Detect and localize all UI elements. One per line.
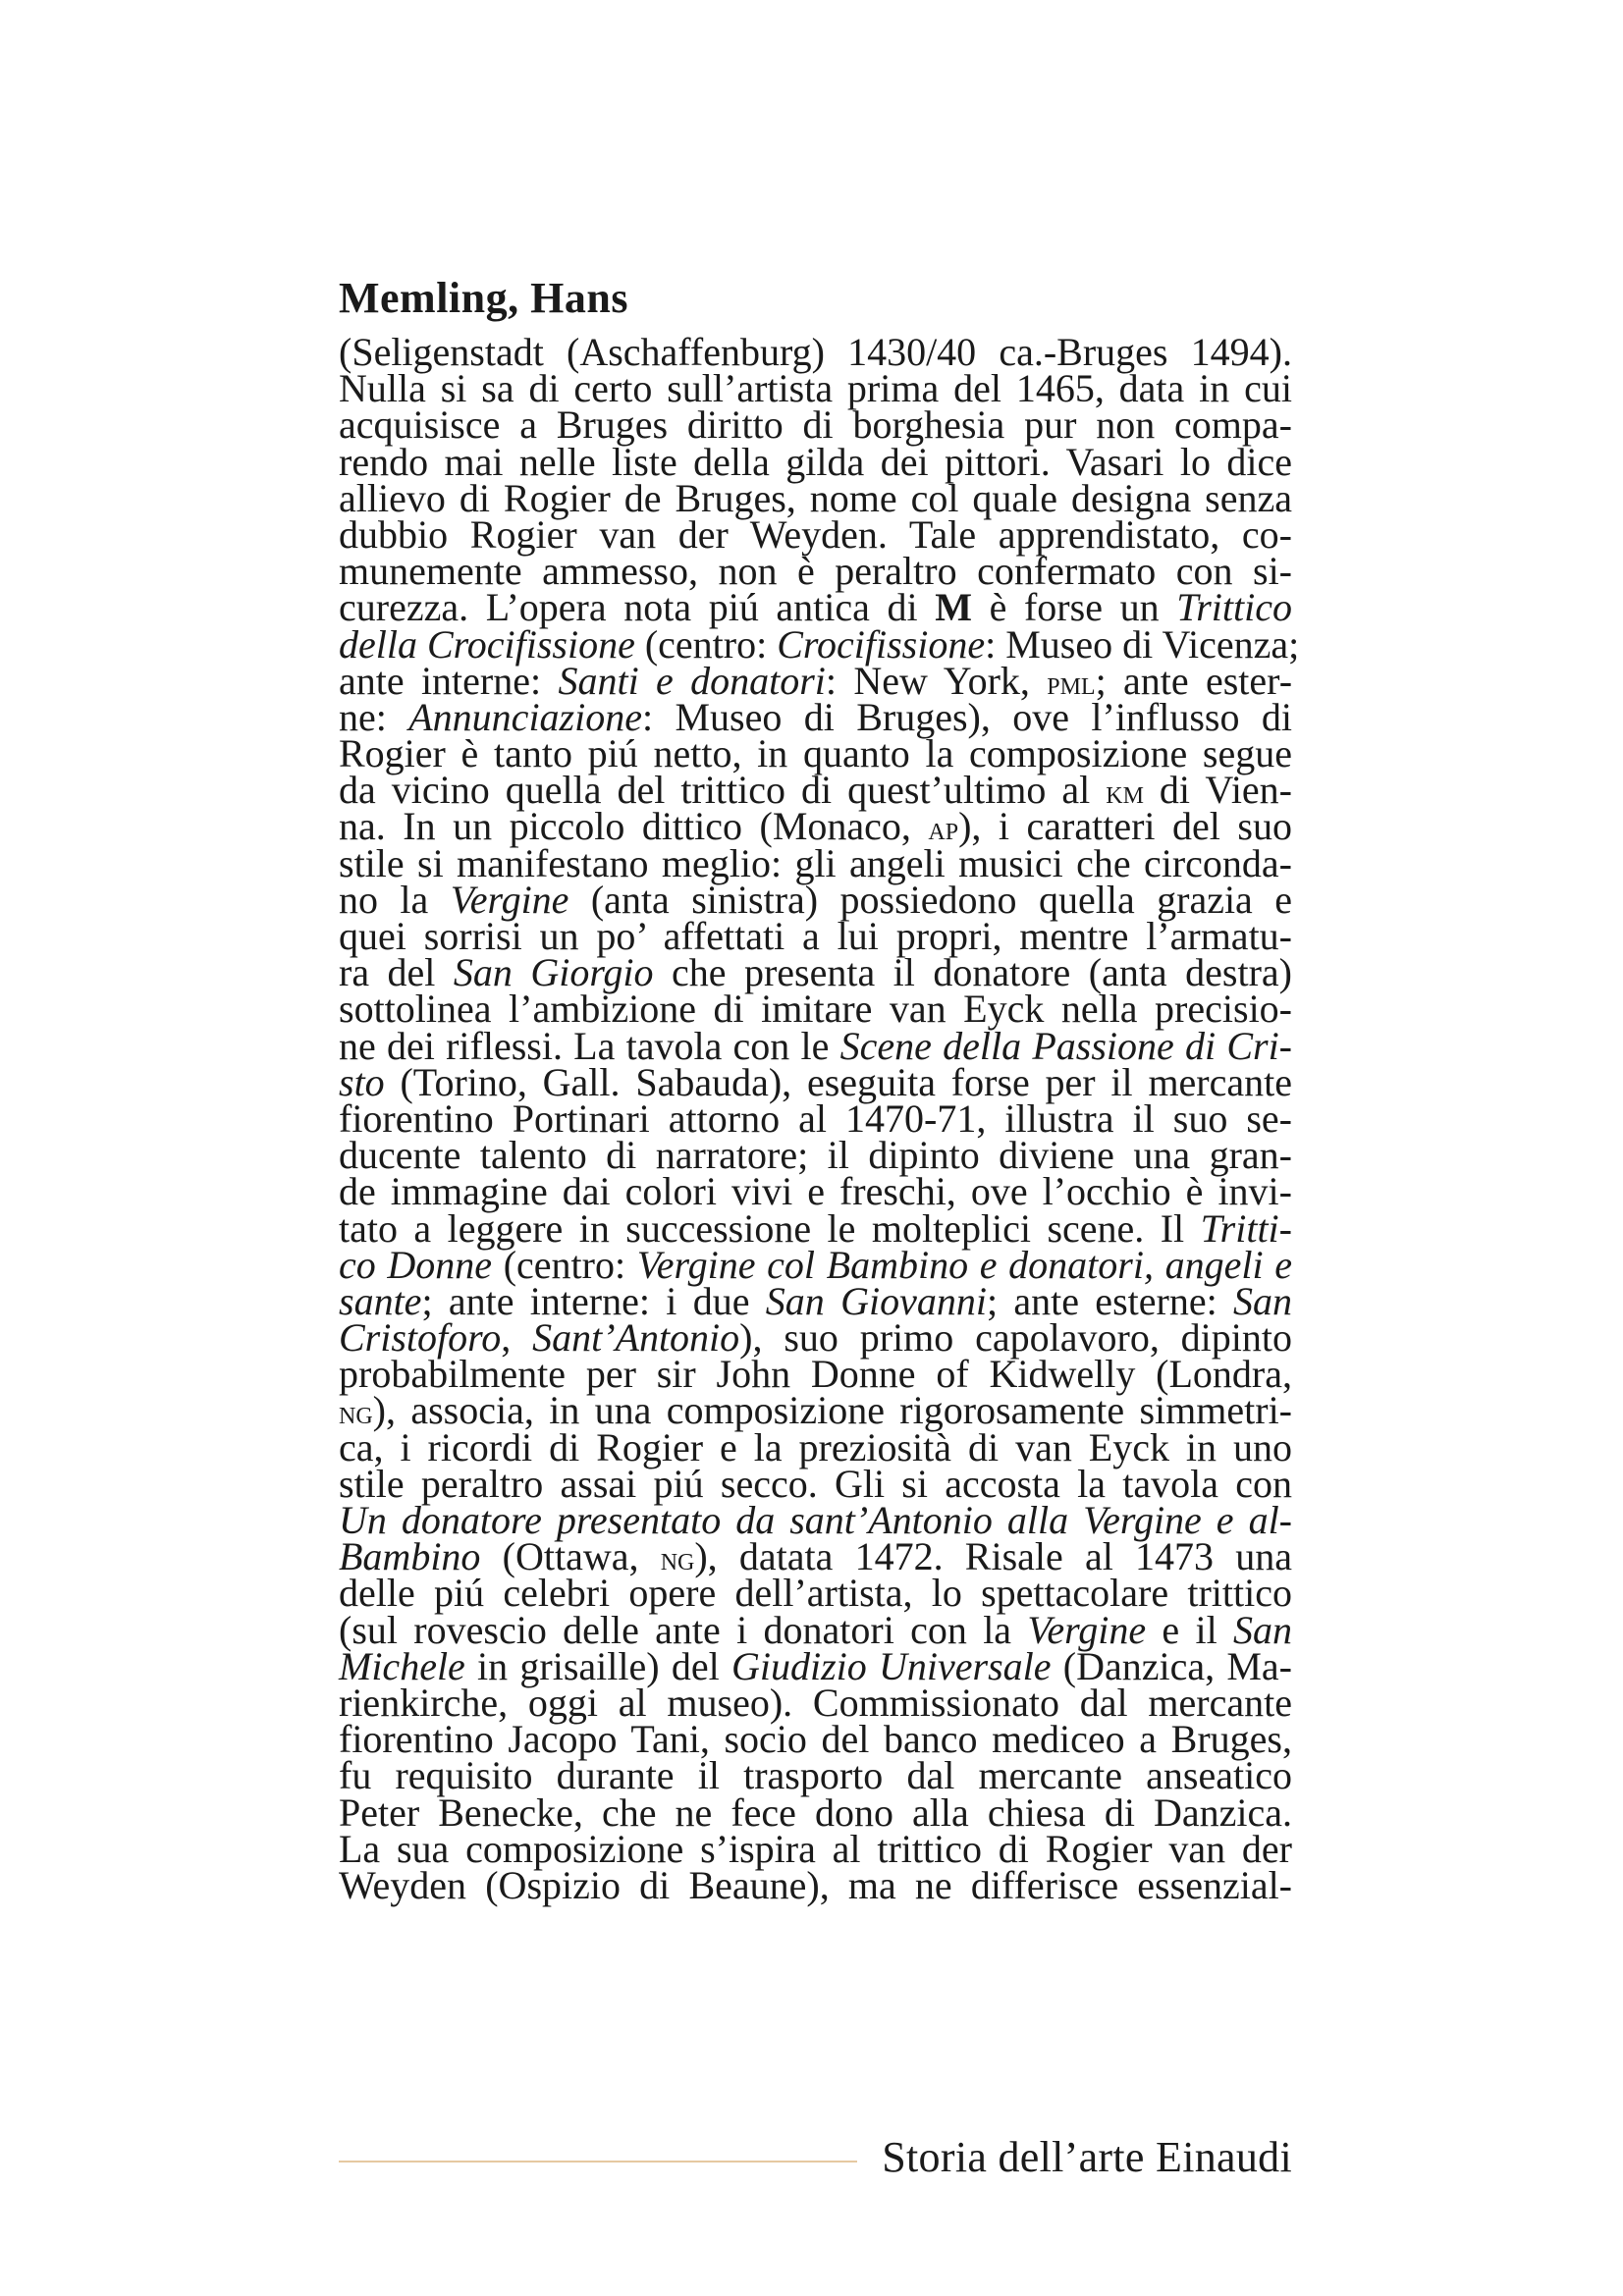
italic-run: San Giorgio xyxy=(453,950,654,995)
text-line xyxy=(339,1205,1292,1251)
text-line xyxy=(339,1643,1292,1688)
italic-run: Scene della Passione di Cri- xyxy=(839,1023,1293,1068)
text-line xyxy=(339,1278,1292,1323)
text-run: stile si manifestano meglio: gli angeli musici che circonda- xyxy=(339,840,1292,885)
text-run: dubbio Rogier van der Weyden. Tale apprendistato, co- xyxy=(339,511,1292,557)
italic-run: Bambino xyxy=(339,1534,481,1579)
text-run: na. In un piccolo dittico (Monaco, xyxy=(339,804,929,849)
text-line xyxy=(339,987,1292,1032)
text-run: ra del xyxy=(339,950,454,995)
italic-run: San xyxy=(1233,1607,1293,1652)
text-line xyxy=(339,1753,1292,1798)
text-line xyxy=(339,402,1292,448)
text-run: : New York, xyxy=(825,658,1048,703)
text-run: Peter Benecke, che ne fece dono alla chiesa di Danzica. xyxy=(339,1789,1292,1835)
text-line xyxy=(339,1789,1292,1835)
text-line xyxy=(339,1826,1292,1871)
smallcaps-run: ng xyxy=(660,1541,695,1578)
smallcaps-run: ap xyxy=(928,811,959,848)
text-line xyxy=(339,1133,1292,1178)
italic-run: della Crocifissione xyxy=(339,621,635,667)
text-line xyxy=(339,1461,1292,1506)
text-line xyxy=(339,1498,1292,1542)
text-run: ), suo primo capolavoro, dipinto xyxy=(739,1315,1293,1361)
text-run: delle piú celebri opere dell’artista, lo spettacolare trittico xyxy=(339,1571,1292,1616)
text-run: ca, i ricordi di Rogier e la preziosità di van Eyck in uno xyxy=(339,1424,1292,1469)
text-line xyxy=(339,366,1292,411)
text-run: (centro: xyxy=(492,1242,637,1287)
text-run: : Museo di Vicenza; xyxy=(985,621,1300,667)
text-line xyxy=(339,658,1293,703)
italic-run: sto xyxy=(339,1059,385,1104)
text-line xyxy=(339,804,1292,849)
italic-run: Vergine xyxy=(1027,1607,1147,1652)
text-run: munemente ammesso, non è peraltro confermato con si- xyxy=(339,549,1292,594)
italic-run: Michele xyxy=(339,1643,465,1688)
entry-title: Memling, Hans xyxy=(339,274,628,322)
italic-run: Annunciazione xyxy=(408,694,642,739)
smallcaps-run: km xyxy=(1106,774,1144,812)
entry-body xyxy=(339,330,1300,1907)
text-run: (centro: xyxy=(634,621,778,667)
text-line xyxy=(339,1059,1292,1104)
smallcaps-run: ng xyxy=(339,1395,373,1432)
text-run: rienkirche, oggi al museo). Commissionato dal mercante xyxy=(339,1680,1292,1725)
text-line xyxy=(339,694,1292,739)
text-line xyxy=(339,1169,1292,1214)
text-run: (Seligenstadt (Aschaffenburg) 1430/40 ca.-Bruges 1494). xyxy=(339,330,1292,374)
text-line xyxy=(339,1095,1292,1141)
text-run: tato a leggere in successione le molteplici scene. Il xyxy=(339,1205,1201,1251)
text-run: probabilmente per sir John Donne of Kidwelly (Londra, xyxy=(339,1352,1292,1397)
text-run: no la xyxy=(339,877,451,922)
text-run: rendo mai nelle liste della gilda dei pittori. Vasari lo dice xyxy=(339,439,1292,484)
italic-run: co Donne xyxy=(339,1242,493,1287)
text-run: ), datata 1472. Risale al 1473 una xyxy=(694,1534,1292,1579)
italic-run: Giudizio Universale xyxy=(730,1643,1052,1688)
footer-rule xyxy=(339,2161,857,2163)
text-line xyxy=(339,840,1292,885)
text-run: (sul rovescio delle ante i donatori con la xyxy=(339,1607,1028,1652)
text-line xyxy=(339,439,1292,484)
text-run: La sua composizione s’ispira al trittico di Rogier van der xyxy=(339,1826,1292,1871)
text-run: stile peraltro assai piú secco. Gli si accosta la tavola con xyxy=(339,1461,1292,1506)
text-run: e il xyxy=(1146,1607,1234,1652)
text-line xyxy=(339,621,1300,667)
text-line xyxy=(339,1680,1292,1725)
text-run: de immagine dai colori vivi e freschi, ove l’occhio è invi- xyxy=(339,1169,1292,1214)
text-run: ne: xyxy=(339,694,409,739)
italic-run: Santi e donatori xyxy=(558,658,826,703)
text-line xyxy=(339,914,1292,958)
text-line xyxy=(339,1717,1292,1762)
text-line xyxy=(339,1862,1292,1907)
text-line xyxy=(339,585,1292,630)
text-run: ducente talento di narratore; il dipinto diviene una gran- xyxy=(339,1133,1292,1178)
text-line xyxy=(339,1315,1293,1361)
text-run: Nulla si sa di certo sull’artista prima del 1465, data in cui xyxy=(339,366,1292,411)
text-run: di Vien- xyxy=(1143,768,1293,813)
text-run: ), i caratteri del suo xyxy=(958,804,1292,849)
text-run: da vicino quella del trittico di quest’ultimo al xyxy=(339,768,1107,813)
text-line xyxy=(339,1242,1292,1287)
text-run: (anta sinistra) possiedono quella grazia e xyxy=(568,877,1292,922)
text-run: (Ottawa, xyxy=(480,1534,661,1579)
text-line xyxy=(339,877,1292,922)
text-run: acquisisce a Bruges diritto di borghesia pur non compa- xyxy=(339,402,1292,448)
italic-run: Trittico xyxy=(1176,585,1292,630)
text-run: quei sorrisi un po’ affettati a lui propri, mentre l’armatu- xyxy=(339,914,1292,958)
text-line xyxy=(339,731,1292,776)
text-run: Weyden (Ospizio di Beaune), ma ne differisce essenzial- xyxy=(339,1862,1292,1907)
text-line xyxy=(339,549,1292,594)
text-run: fu requisito durante il trasporto dal mercante anseatico xyxy=(339,1753,1292,1798)
text-run: in grisaille) del xyxy=(464,1643,731,1688)
text-line xyxy=(339,475,1292,520)
text-line xyxy=(339,1607,1293,1652)
italic-run: Cristoforo xyxy=(339,1315,502,1361)
text-line xyxy=(339,768,1293,813)
text-run: curezza. L’opera nota piú antica di xyxy=(339,585,936,630)
bold-run: M xyxy=(935,585,973,630)
text-line xyxy=(339,1023,1293,1068)
text-line xyxy=(339,950,1292,995)
italic-run: sante xyxy=(339,1278,422,1323)
italic-run: Sant’Antonio xyxy=(532,1315,740,1361)
text-run: (Torino, Gall. Sabauda), eseguita forse per il mercante xyxy=(384,1059,1292,1104)
italic-run: Tritti- xyxy=(1200,1205,1292,1251)
text-line xyxy=(339,1388,1292,1433)
smallcaps-run: pml xyxy=(1047,665,1096,702)
text-run: è forse un xyxy=(972,585,1177,630)
text-run: ; ante ester- xyxy=(1095,658,1293,703)
text-run: , xyxy=(501,1315,533,1361)
text-run: ; ante esterne: xyxy=(986,1278,1233,1323)
italic-run: Un donatore presentato da sant’Antonio alla Vergine e al- xyxy=(339,1498,1292,1542)
text-run: ante interne: xyxy=(339,658,559,703)
text-run: allievo di Rogier de Bruges, nome col quale designa senza xyxy=(339,475,1292,520)
text-run: fiorentino Jacopo Tani, socio del banco mediceo a Bruges, xyxy=(339,1717,1292,1762)
italic-run: San Giovanni xyxy=(765,1278,987,1323)
text-line xyxy=(339,1352,1292,1397)
text-run: : Museo di Bruges), ove l’influsso di xyxy=(641,694,1292,739)
footer-label: Storia dell’arte Einaudi xyxy=(882,2133,1292,2181)
text-run: ; ante interne: i due xyxy=(421,1278,766,1323)
text-line xyxy=(339,1571,1292,1616)
text-line xyxy=(339,330,1292,374)
text-run: Rogier è tanto piú netto, in quanto la composizione segue xyxy=(339,731,1292,776)
text-line xyxy=(339,1534,1292,1579)
text-run: che presenta il donatore (anta destra) xyxy=(653,950,1292,995)
italic-run: Crocifissione xyxy=(777,621,986,667)
text-run: ne dei riflessi. La tavola con le xyxy=(339,1023,840,1068)
text-run: (Danzica, Ma- xyxy=(1051,1643,1292,1688)
italic-run: Vergine col Bambino e donatori, angeli e xyxy=(636,1242,1292,1287)
text-run: fiorentino Portinari attorno al 1470-71, illustra il suo se- xyxy=(339,1095,1292,1141)
text-line xyxy=(339,1424,1292,1469)
text-run: ), associa, in una composizione rigorosamente simmetri- xyxy=(372,1388,1292,1433)
italic-run: Vergine xyxy=(450,877,569,922)
text-line xyxy=(339,511,1292,557)
text-run: sottolinea l’ambizione di imitare van Eyck nella precisio- xyxy=(339,987,1292,1032)
italic-run: San xyxy=(1233,1278,1292,1323)
